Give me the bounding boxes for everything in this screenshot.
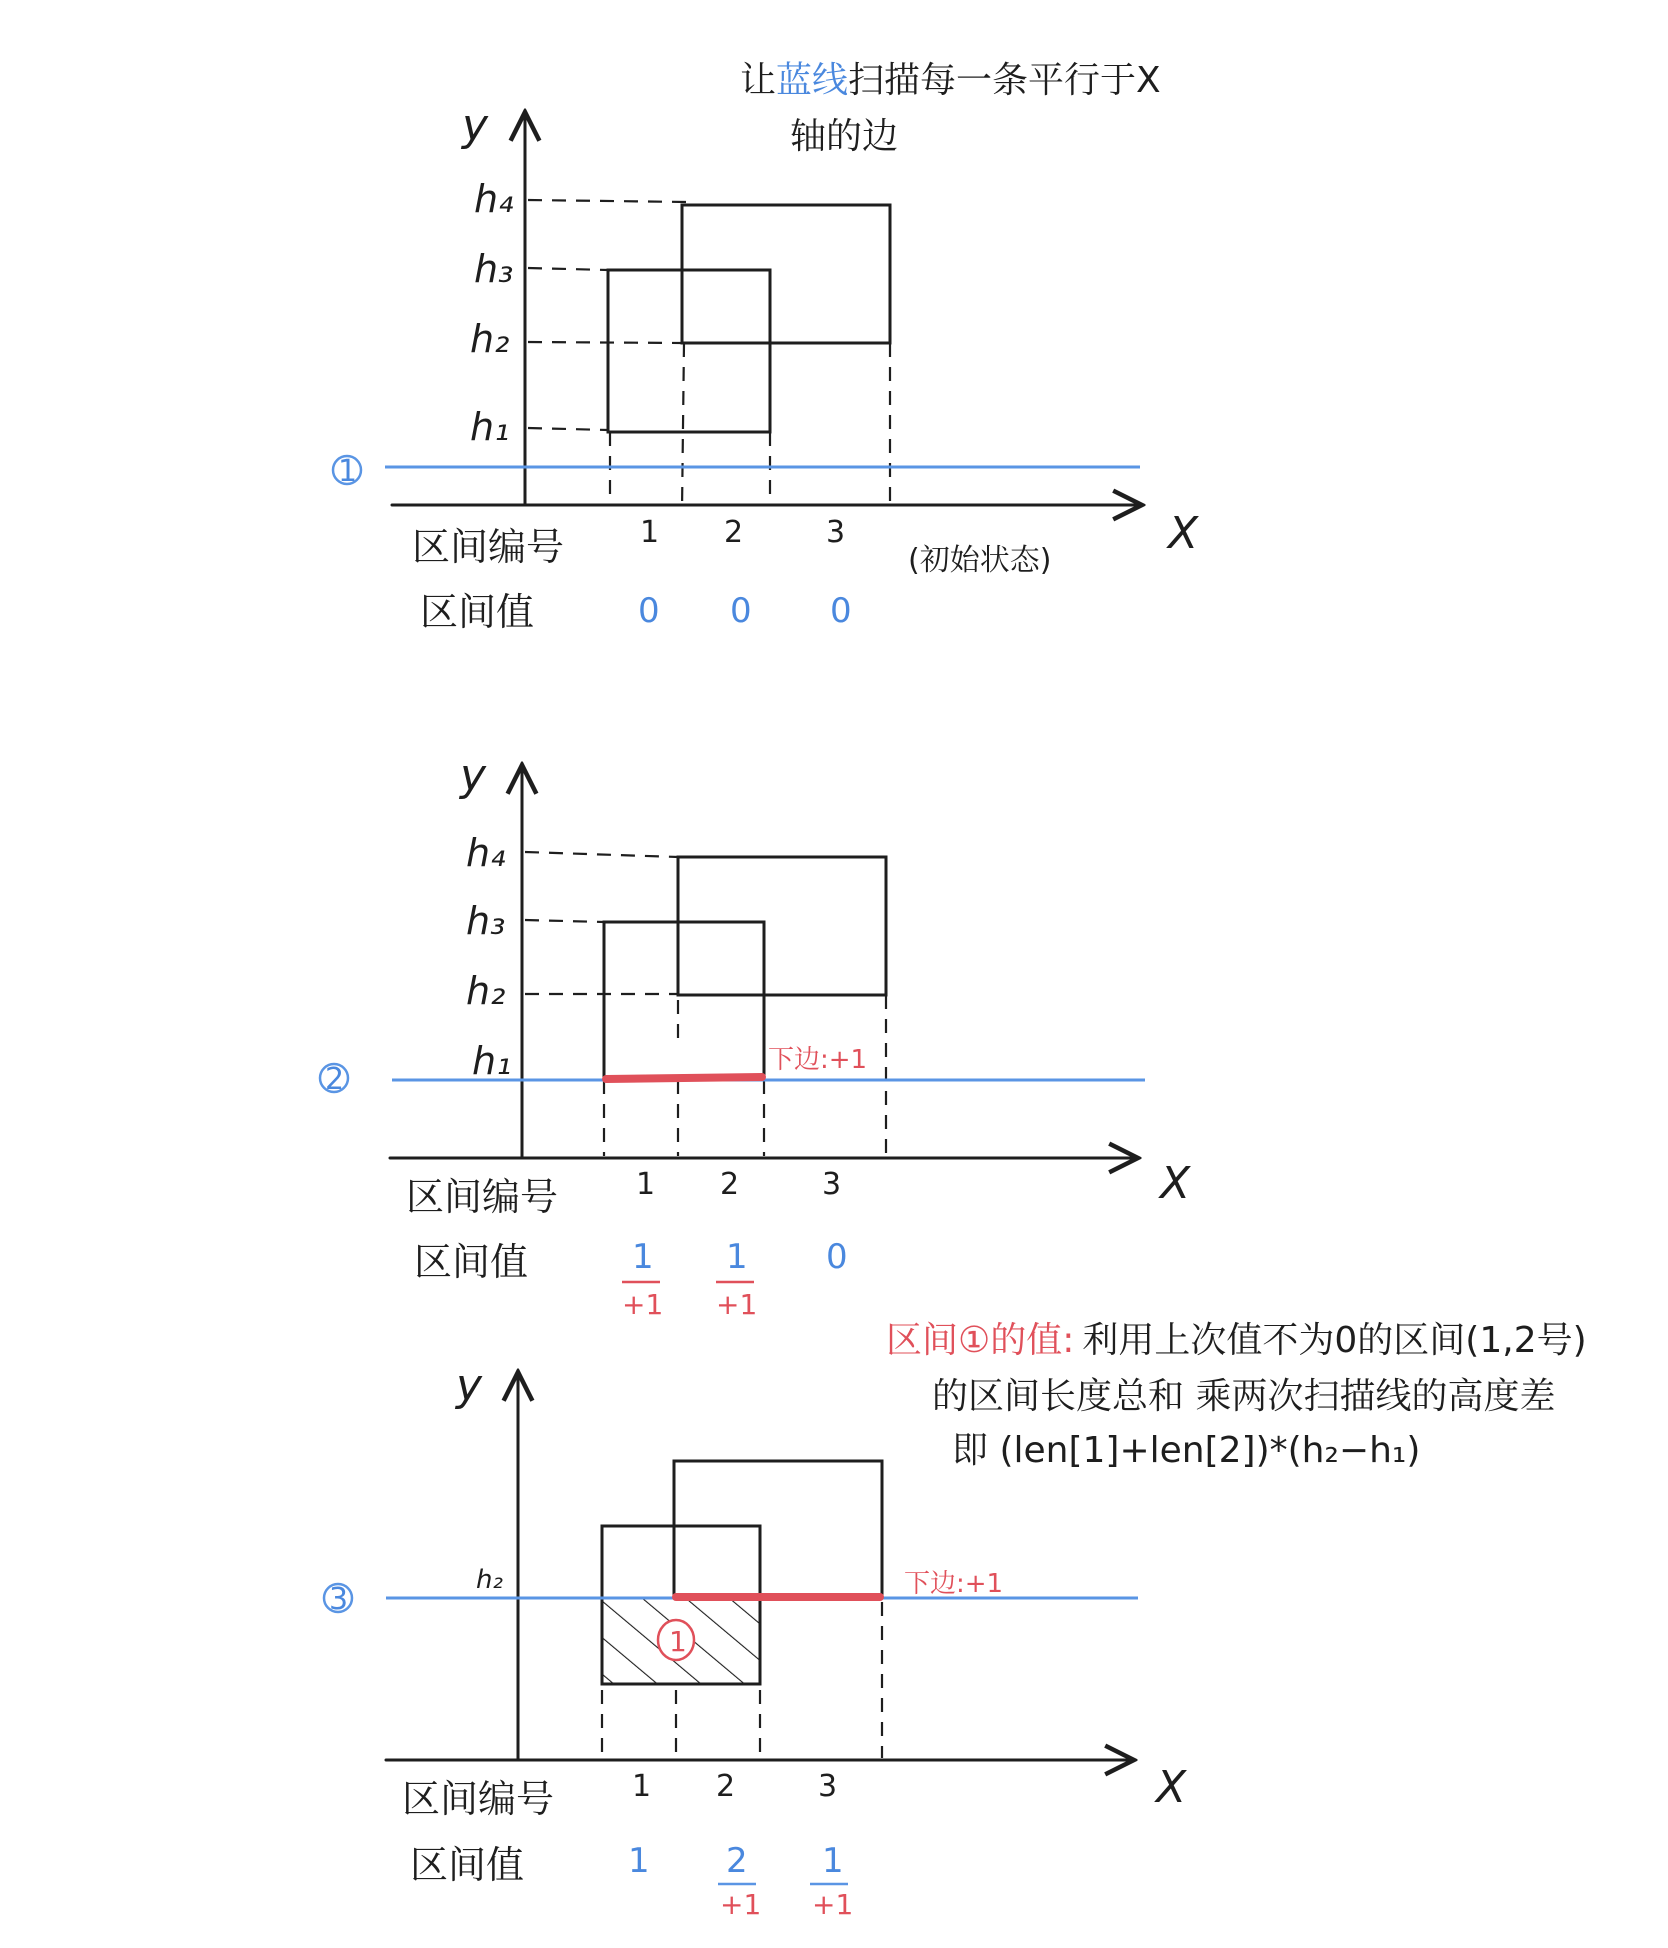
rectangle-b-2 [678,857,886,995]
interval-index-1-1: 1 [640,515,660,550]
interval-increment-2-2: +1 [716,1288,758,1321]
interval-value-3-3: 1 [822,1841,844,1881]
height-label-h3: h₃ [466,899,506,943]
interval-index-3-1: 1 [632,1769,652,1804]
y-axis-label-1: y [462,100,489,151]
step-number-2: 2 [325,1062,345,1097]
height-label-h4: h₄ [474,177,514,221]
interval-value-1-3: 0 [830,591,852,631]
interval-increment-3-2: +1 [720,1888,762,1921]
row-label-value-1: 区间值 [420,590,535,634]
header-note-post: 扫描每一条平行于X [848,60,1161,101]
interval-index-2-2: 2 [720,1167,740,1202]
rectangle-b-1 [682,205,890,343]
x-axis-label-1: X [1168,508,1199,559]
explanation-line1: 利用上次值不为0的区间(1,2号) [1082,1320,1587,1361]
step-number-3: 3 [329,1582,349,1617]
row-label-index-1: 区间编号 [412,525,565,569]
explanation-red-prefix: 区间①的值: [886,1320,1075,1361]
y-axis-label-3: y [456,1360,483,1411]
step-number-1: 1 [338,454,358,489]
height-label-h1: h₁ [470,405,510,449]
height-label-h2: h₂ [476,1565,503,1595]
edge-note-2: 下边:+1 [768,1045,868,1075]
bottom-edge-highlight-2 [606,1077,762,1079]
interval-increment-3-3: +1 [812,1888,854,1921]
explanation-line2: 的区间长度总和 乘两次扫描线的高度差 [932,1376,1556,1417]
header-note-line2: 轴的边 [790,116,899,157]
explanation-line3: 即 (len[1]+len[2])*(h₂−h₁) [952,1430,1421,1471]
interval-index-2-3: 3 [822,1167,842,1202]
interval-value-3-1: 1 [628,1841,650,1881]
interval-index-1-3: 3 [826,515,846,550]
interval-value-2-3: 0 [826,1237,848,1277]
interval-increment-2-1: +1 [622,1288,664,1321]
height-label-h2: h₂ [470,317,510,361]
x-axis-label-3: X [1156,1762,1187,1813]
panel-1 [333,100,1199,634]
edge-note-3: 下边:+1 [904,1569,1004,1599]
interval-index-3-3: 3 [818,1769,838,1804]
y-axis-label-2: y [460,750,487,801]
height-label-h1: h₁ [472,1039,512,1083]
row-label-index-2: 区间编号 [406,1175,559,1219]
header-note-pre: 让 [740,60,777,101]
interval-value-1-1: 0 [638,591,660,631]
interval-value-2-1: 1 [632,1237,654,1277]
height-label-h3: h₃ [474,247,514,291]
interval-index-1-2: 2 [724,515,744,550]
header-note [740,60,1161,157]
rectangle-a-1 [608,270,770,432]
height-label-h2: h₂ [466,969,506,1013]
header-note-blue-line: 蓝线 [776,60,849,101]
height-label-h4: h₄ [466,831,506,875]
explanation-note [886,1320,1587,1471]
interval-value-2-2: 1 [726,1237,748,1277]
rectangle-a-2 [604,922,764,1079]
state-note-1: (初始状态) [908,543,1052,578]
row-label-index-3: 区间编号 [402,1777,555,1821]
row-label-value-3: 区间值 [410,1843,525,1887]
interval-value-3-2: 2 [726,1841,748,1881]
panel-2 [320,750,1191,1321]
svg-text:区间①的值:利用上次值不为0的区间(1,2号) [886,1320,1587,1361]
area-label-number: 1 [669,1625,687,1658]
interval-index-3-2: 2 [716,1769,736,1804]
rectangle-b-3 [674,1461,882,1597]
svg-text:让蓝线扫描每一条平行于X [740,60,1161,101]
interval-index-2-1: 1 [636,1167,656,1202]
interval-value-1-2: 0 [730,591,752,631]
x-axis-label-2: X [1160,1158,1191,1209]
row-label-value-2: 区间值 [414,1240,529,1284]
